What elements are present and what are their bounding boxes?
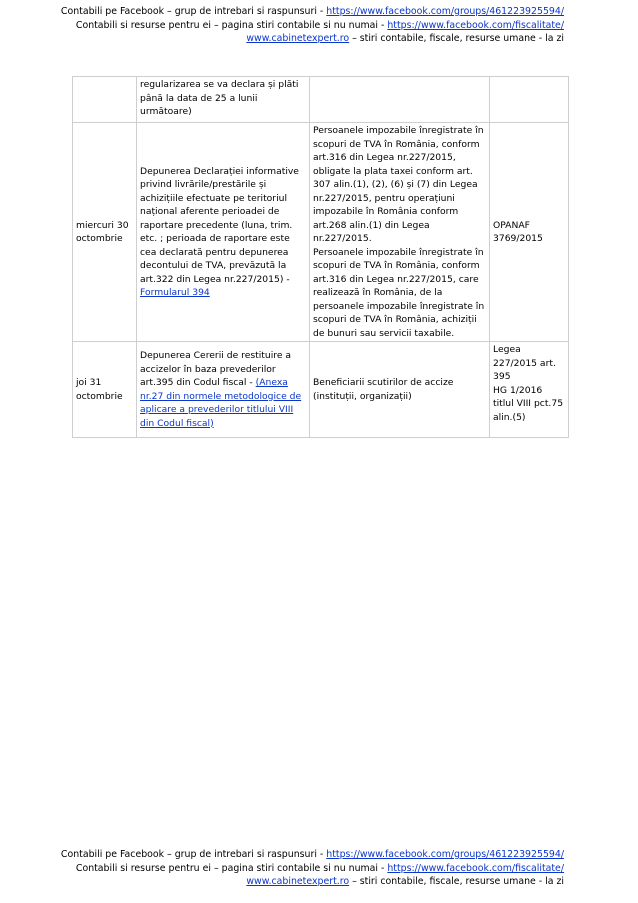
legal-basis-cell: OPANAF 3769/2015 xyxy=(490,123,569,342)
fiscal-calendar-table xyxy=(72,76,569,438)
legal-basis-cell xyxy=(490,77,569,123)
facebook-page-link[interactable]: https://www.facebook.com/fiscalitate/ xyxy=(387,19,564,31)
obligation-text: Depunerea Declarației informative privind livrările/prestările și achizițiile efectuate pe teritoriul național aferente perioadei de raportare precedente (luna, trim. etc. ; perioada de raportare este cea declarată pentru depunerea decontului de TVA, prevăzută la art.322 din Legea nr.227/2015) - xyxy=(140,165,299,285)
legal-basis-law: Legea 227/2015 art. 395 xyxy=(493,344,556,382)
obligation-cell: regularizarea se va declara și plăti până la data de 25 a lunii următoare) xyxy=(137,77,310,123)
page-footer xyxy=(61,848,564,889)
header-line-2: Contabili si resurse pentru ei – pagina stiri contabile si nu numai - https://www.facebook.com/fiscalitate/ xyxy=(75,19,564,31)
facebook-group-link[interactable]: https://www.facebook.com/groups/461223925594/ xyxy=(326,6,564,17)
beneficiaries-cell xyxy=(310,77,490,123)
facebook-page-link[interactable]: https://www.facebook.com/fiscalitate/ xyxy=(387,862,564,874)
footer-line-1: Contabili pe Facebook – grup de intrebari si raspunsuri - https://www.facebook.com/groups/461223925594/ xyxy=(60,849,564,860)
header-line-3: www.cabinetexpert.ro – stiri contabile, fiscale, resurse umane - la zi xyxy=(246,33,564,44)
page-header xyxy=(61,5,564,46)
annex-27-link[interactable]: (Anexa nr.27 din normele metodologice de aplicare a prevederilor titlului VIII din Codul fiscal) xyxy=(140,377,302,429)
footer-line-3: www.cabinetexpert.ro – stiri contabile, fiscale, resurse umane - la zi xyxy=(246,876,564,887)
beneficiaries-paragraph-1: Persoanele impozabile înregistrate în scopuri de TVA în România, conform art.316 din Legea nr.227/2015, obligate la plata taxei conform art. 307 alin.(1), (2), (6) și (7) din Legea nr.227/2015, pentru operațiuni impozabile în România conform art.268 alin.(1) din Legea nr.227/2015. xyxy=(313,125,484,244)
website-link[interactable]: www.cabinetexpert.ro xyxy=(246,33,350,44)
website-link[interactable]: www.cabinetexpert.ro xyxy=(246,876,350,887)
table-row xyxy=(73,77,569,123)
obligation-text: Depunerea Cererii de restituire a accizelor în baza prevederilor art.395 din Codul fiscal - xyxy=(140,350,292,388)
form-394-link[interactable]: Formularul 394 xyxy=(140,287,210,298)
beneficiaries-cell xyxy=(310,123,490,342)
obligation-cell xyxy=(137,123,310,342)
facebook-group-link[interactable]: https://www.facebook.com/groups/461223925594/ xyxy=(326,849,564,860)
beneficiaries-paragraph-2: Persoanele impozabile înregistrate în scopuri de TVA în România, conform art.316 din Legea nr.227/2015, care realizează în România, de la persoanele impozabile înregistrate în scopuri de TVA în România, achiziții de bunuri sau servicii taxabile. xyxy=(313,246,485,339)
table-row xyxy=(73,123,569,342)
date-cell: joi 31 octombrie xyxy=(73,342,137,438)
obligation-cell xyxy=(137,342,310,438)
beneficiaries-cell: Beneficiarii scutirilor de accize (instituții, organizații) xyxy=(310,342,490,438)
date-cell: miercuri 30 octombrie xyxy=(73,123,137,342)
legal-basis-hg: HG 1/2016 titlul VIII pct.75 alin.(5) xyxy=(493,384,564,423)
table-row xyxy=(73,342,569,438)
header-line-1: Contabili pe Facebook – grup de intrebari si raspunsuri - https://www.facebook.com/groups/461223925594/ xyxy=(60,6,564,17)
legal-basis-cell xyxy=(490,342,569,438)
date-cell xyxy=(73,77,137,123)
footer-line-2: Contabili si resurse pentru ei – pagina stiri contabile si nu numai - https://www.facebook.com/fiscalitate/ xyxy=(75,862,564,874)
